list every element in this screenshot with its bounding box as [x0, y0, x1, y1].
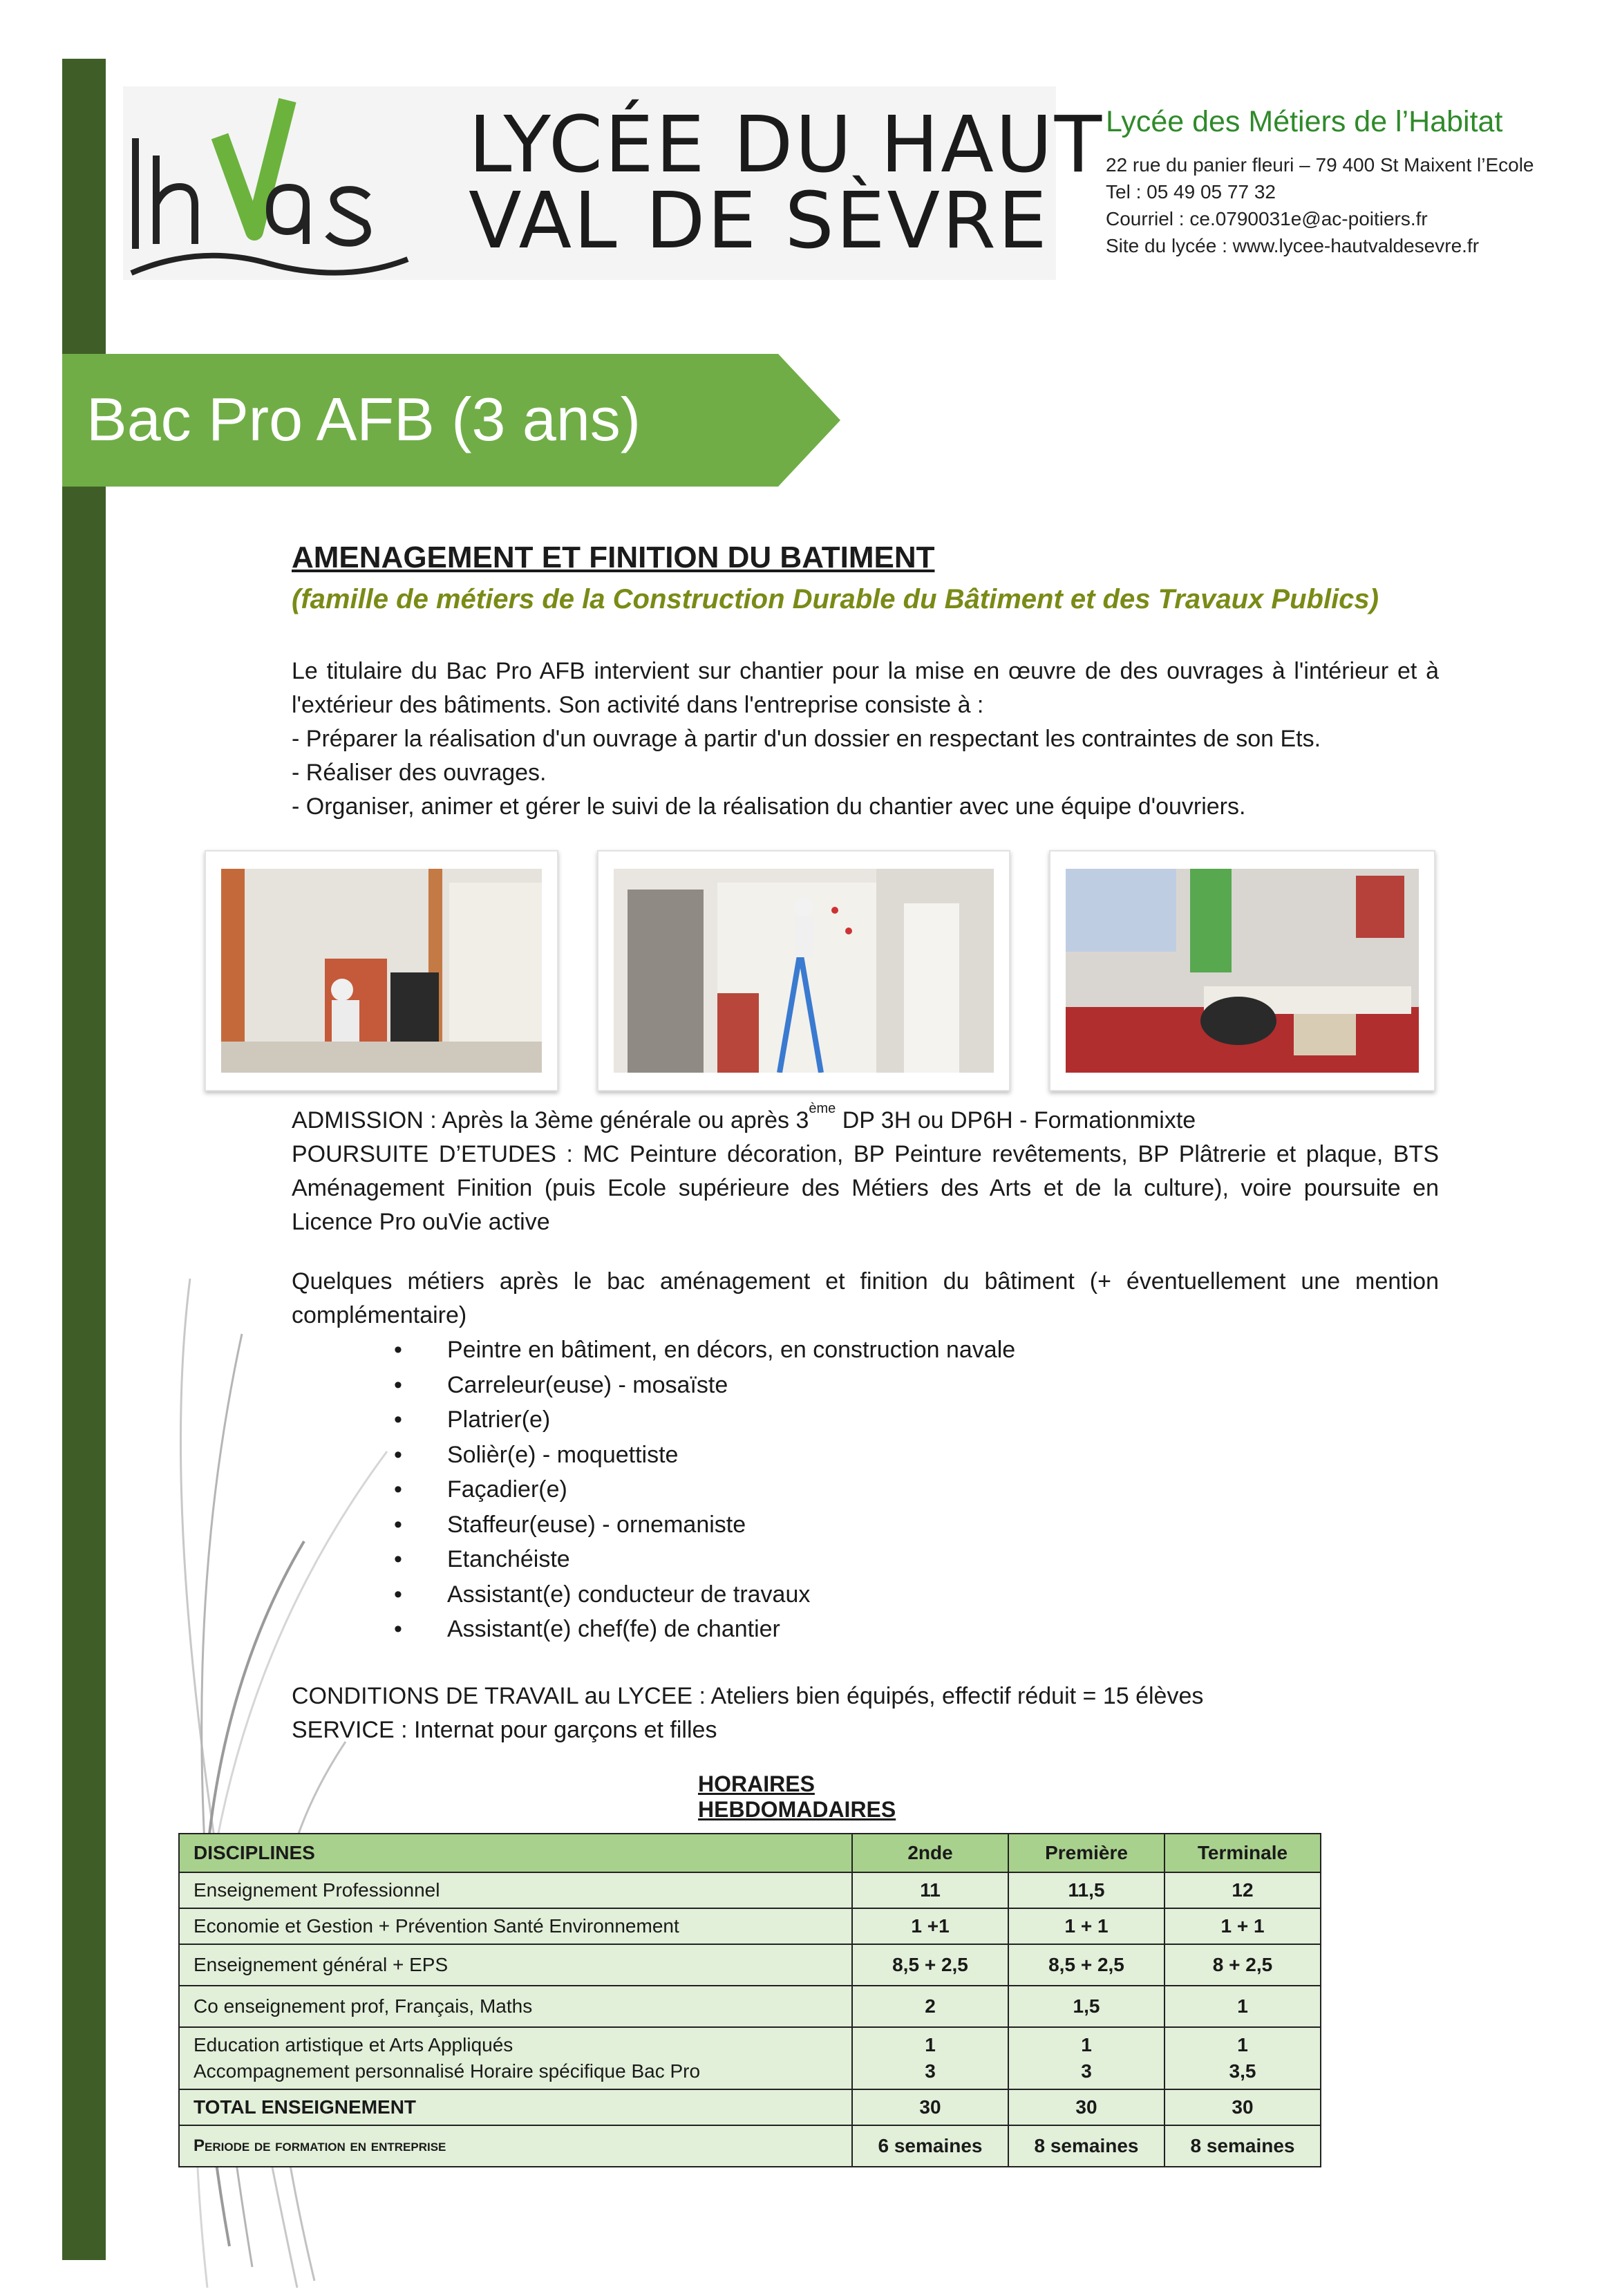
- photo-tiling-worker: [205, 850, 558, 1091]
- cell-discipline: Co enseignement prof, Français, Maths: [179, 1986, 852, 2027]
- list-item: • Carreleur(euse) - mosaïste: [292, 1368, 1439, 1403]
- cell-premiere: 8 semaines: [1008, 2125, 1164, 2167]
- school-name-line-1: LYCÉE DU HAUT: [469, 100, 1104, 190]
- table-row-periode: [179, 2125, 1321, 2167]
- list-item: • Etanchéiste: [292, 1542, 1439, 1577]
- cell-premiere: 1,5: [1008, 1986, 1164, 2027]
- cell-discipline: Periode de formation en entreprise: [179, 2125, 852, 2167]
- header-disciplines: DISCIPLINES: [179, 1834, 852, 1872]
- photo-strip: [205, 850, 1435, 1092]
- metiers-intro: Quelques métiers après le bac aménagement et finition du bâtiment (+ éventuellement une mention complémentaire): [292, 1268, 1439, 1328]
- cell-terminale: 8 + 2,5: [1164, 1944, 1321, 1986]
- cell-seconde: 8,5 + 2,5: [852, 1944, 1008, 1986]
- list-item: • Façadier(e): [292, 1472, 1439, 1507]
- list-item: • Peintre en bâtiment, en décors, en construction navale: [292, 1333, 1439, 1368]
- cell-seconde: 1 +1: [852, 1908, 1008, 1944]
- intro-block: [292, 655, 1439, 824]
- cell-value: 3,5: [1229, 2060, 1256, 2082]
- lhvds-logo-icon: [123, 86, 413, 280]
- list-item: • Solièr(e) - moquettiste: [292, 1438, 1439, 1473]
- cell-seconde: 6 semaines: [852, 2125, 1008, 2167]
- contact-title: Lycée des Métiers de l’Habitat: [1106, 105, 1503, 138]
- photo-floor-covering-image: [1066, 869, 1419, 1073]
- list-item: • Assistant(e) chef(fe) de chantier: [292, 1612, 1439, 1647]
- photo-tiling-worker-image: [221, 869, 542, 1073]
- metiers-list: [292, 1333, 1439, 1647]
- contact-block: [1106, 105, 1603, 259]
- cell-discipline: [179, 2027, 852, 2089]
- section-subtitle: (famille de métiers de la Construction Durable du Bâtiment et des Travaux Publics): [292, 584, 1379, 614]
- admission-suffix: DP 3H ou DP6H - Formationmixte: [836, 1107, 1196, 1133]
- table-row: [179, 1908, 1321, 1944]
- table-row-total: [179, 2089, 1321, 2125]
- list-item: • Platrier(e): [292, 1402, 1439, 1438]
- school-name-line-2: VAL DE SÈVRE: [469, 176, 1049, 266]
- cell-discipline: TOTAL ENSEIGNEMENT: [179, 2089, 852, 2125]
- table-row: [179, 1986, 1321, 2027]
- cell-seconde: [852, 2027, 1008, 2089]
- cell-premiere: 8,5 + 2,5: [1008, 1944, 1164, 1986]
- table-row: [179, 1944, 1321, 1986]
- photo-wall-decoration: [597, 850, 1010, 1091]
- cell-terminale: 1: [1164, 1986, 1321, 2027]
- table-header-row: [179, 1834, 1321, 1872]
- cell-premiere: 30: [1008, 2089, 1164, 2125]
- photo-floor-covering: [1049, 850, 1435, 1091]
- school-logo: [123, 86, 1104, 280]
- cell-premiere: 11,5: [1008, 1872, 1164, 1908]
- cell-value: 1: [925, 2034, 936, 2055]
- cell-value: 1: [1237, 2034, 1248, 2055]
- cell-value: 3: [1081, 2060, 1092, 2082]
- admission-superscript: ème: [809, 1101, 836, 1116]
- cell-seconde: 11: [852, 1872, 1008, 1908]
- cell-terminale: 12: [1164, 1872, 1321, 1908]
- banner-title: Bac Pro AFB (3 ans): [86, 385, 641, 453]
- metiers-block: [292, 1265, 1439, 1647]
- task-line: - Organiser, animer et gérer le suivi de la réalisation du chantier avec une équipe d'ouvriers.: [292, 793, 1246, 820]
- photo-wall-decoration-image: [614, 869, 994, 1073]
- header-seconde: 2nde: [852, 1834, 1008, 1872]
- list-item: • Assistant(e) conducteur de travaux: [292, 1577, 1439, 1612]
- header-terminale: Terminale: [1164, 1834, 1321, 1872]
- admission-line: [292, 1101, 1439, 1138]
- list-item: • Staffeur(euse) - ornemaniste: [292, 1507, 1439, 1543]
- contact-website: Site du lycée : www.lycee-hautvaldesevre.fr: [1106, 235, 1480, 256]
- conditions-service: SERVICE : Internat pour garçons et filles: [292, 1717, 717, 1743]
- horaires-title: HORAIRES HEBDOMADAIRES: [698, 1771, 896, 1822]
- contact-phone: Tel : 05 49 05 77 32: [1106, 181, 1276, 203]
- cell-seconde: 30: [852, 2089, 1008, 2125]
- conditions-block: [292, 1679, 1439, 1747]
- contact-address: 22 rue du panier fleuri – 79 400 St Maixent l’Ecole: [1106, 154, 1534, 176]
- admission-text: ADMISSION : Après la 3ème générale ou après 3: [292, 1107, 809, 1133]
- cell-value: 1: [1081, 2034, 1092, 2055]
- section-title: AMENAGEMENT ET FINITION DU BATIMENT: [292, 540, 935, 574]
- title-banner: [62, 354, 840, 487]
- contact-email: Courriel : ce.0790031e@ac-poitiers.fr: [1106, 208, 1428, 229]
- table-row: [179, 1872, 1321, 1908]
- school-name: [469, 100, 1104, 266]
- cell-value: 3: [925, 2060, 936, 2082]
- header-premiere: Première: [1008, 1834, 1164, 1872]
- poursuite-etudes: POURSUITE D’ETUDES : MC Peinture décoration, BP Peinture revêtements, BP Plâtrerie et plaque, BTS Aménagement Finition (puis Ecole supérieure des Métiers des Arts et de la culture), voire poursuite en Licence Pro ouVie active: [292, 1141, 1439, 1235]
- table-row: [179, 2027, 1321, 2089]
- cell-premiere: [1008, 2027, 1164, 2089]
- intro-paragraph: Le titulaire du Bac Pro AFB intervient sur chantier pour la mise en œuvre de des ouvrages à l'intérieur et à l'extérieur des bâtiments. Son activité dans l'entreprise consiste à :: [292, 658, 1439, 718]
- cell-terminale: 8 semaines: [1164, 2125, 1321, 2167]
- cell-terminale: 1 + 1: [1164, 1908, 1321, 1944]
- conditions-travail: CONDITIONS DE TRAVAIL au LYCEE : Ateliers bien équipés, effectif réduit = 15 élèves: [292, 1683, 1204, 1709]
- cell-terminale: 30: [1164, 2089, 1321, 2125]
- task-line: - Réaliser des ouvrages.: [292, 760, 547, 786]
- cell-discipline: Enseignement général + EPS: [179, 1944, 852, 1986]
- horaires-table: [178, 1833, 1321, 2167]
- cell-premiere: 1 + 1: [1008, 1908, 1164, 1944]
- cell-discipline-line: Education artistique et Arts Appliqués: [194, 2034, 513, 2055]
- admission-block: [292, 1101, 1439, 1239]
- cell-seconde: 2: [852, 1986, 1008, 2027]
- cell-discipline: Enseignement Professionnel: [179, 1872, 852, 1908]
- cell-discipline-line: Accompagnement personnalisé Horaire spécifique Bac Pro: [194, 2060, 701, 2082]
- cell-terminale: [1164, 2027, 1321, 2089]
- cell-discipline: Economie et Gestion + Prévention Santé Environnement: [179, 1908, 852, 1944]
- task-line: - Préparer la réalisation d'un ouvrage à partir d'un dossier en respectant les contraintes de son Ets.: [292, 726, 1321, 752]
